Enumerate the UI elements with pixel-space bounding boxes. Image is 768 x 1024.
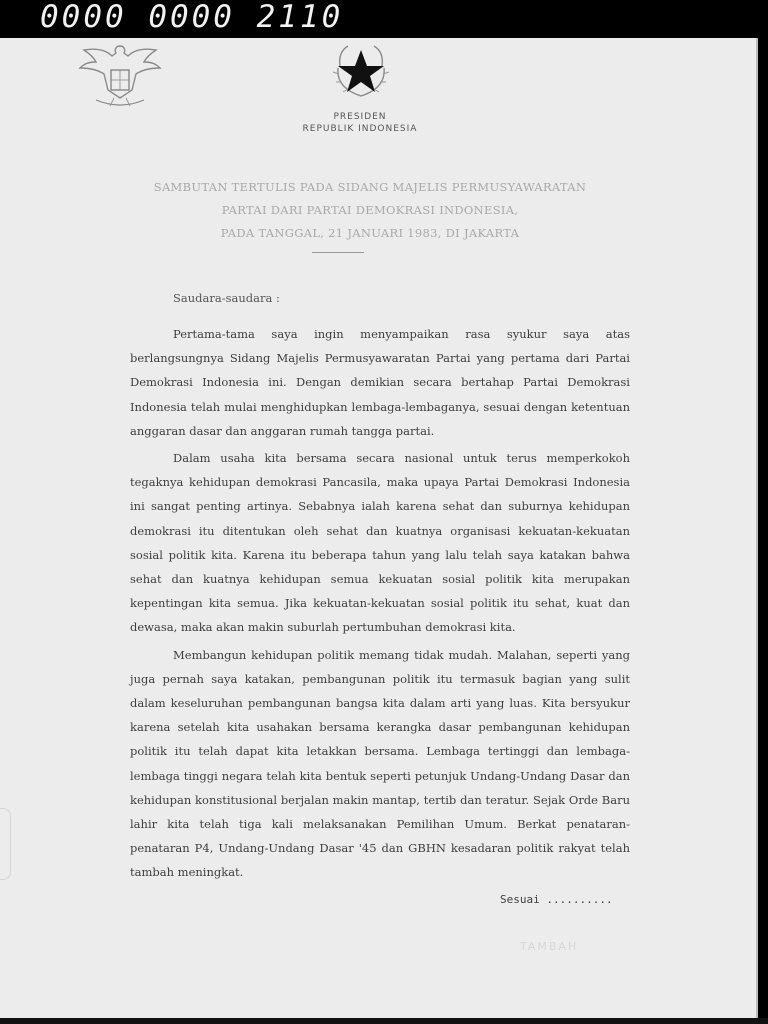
binding-mark [0, 808, 11, 880]
heading-underline [312, 252, 364, 253]
paragraph-1: Pertama-tama saya ingin menyampaikan rasa syukur saya atas berlangsungnya Sidang Majelis Permusyawaratan Partai yang pertama dari Partai Demokrasi Indonesia ini. Dengan demikian secara bertahap Partai Demokrasi Indonesia telah mulai menghidupkan lembaga-lembaganya, sesuai dengan ketentuan anggaran dasar dan anggaran rumah tangga partai. [130, 327, 630, 438]
letterhead-line-republik: REPUBLIK INDONESIA [302, 124, 418, 134]
letterhead-line-presiden: PRESIDEN [333, 112, 387, 122]
heading-line-3: PADA TANGGAL, 21 JANUARI 1983, DI JAKARTA [220, 226, 520, 240]
faded-archive-mark: TAMBAH [520, 940, 579, 953]
presidential-star-seal-icon [318, 38, 404, 102]
document-body [130, 322, 630, 888]
document-page [0, 38, 758, 1018]
film-frame-number: 0000 0000 2110 [40, 0, 344, 35]
paragraph-2: Dalam usaha kita bersama secara nasional untuk terus memperkokoh tegaknya kehidupan demokrasi Pancasila, maka upaya Partai Demokrasi Indonesia ini sangat penting artinya. Sebabnya ialah karena sehat dan suburnya kehidupan demokrasi itu ditentukan oleh sehat dan kuatnya organisasi kekuatan-kekuatan sosial politik kita. Karena itu beberapa tahun yang lalu telah saya katakan bahwa sehat dan kuatnya kehidupan semua kekuatan sosial politik kita merupakan kepentingan kita semua. Jika kekuatan-kekuatan sosial politik itu sehat, kuat dan dewasa, maka akan makin suburlah pertumbuhan demokrasi kita. [130, 451, 630, 635]
garuda-pancasila-emblem-icon [78, 40, 162, 110]
heading-line-2: PARTAI DARI PARTAI DEMOKRASI INDONESIA, [221, 203, 519, 217]
page-continuation: Sesuai .......... [500, 893, 613, 906]
heading-line-1: SAMBUTAN TERTULIS PADA SIDANG MAJELIS PERMUSYAWARATAN [153, 180, 587, 194]
paragraph-3: Membangun kehidupan politik memang tidak mudah. Malahan, seperti yang juga pernah saya katakan, pembangunan politik itu termasuk bagian yang sulit dalam keseluruhan pembangunan bangsa kita dalam arti yang luas. Kita bersyukur karena setelah kita usahakan bersama kerangka dasar pembangunan kehidupan politik itu telah dapat kita letakkan bersama. Lembaga tertinggi dan lembaga-lembaga tinggi negara telah kita bentuk seperti petunjuk Undang-Undang Dasar dan kehidupan konstitusional berjalan makin mantap, tertib dan teratur. Sejak Orde Baru lahir kita telah tiga kali melaksanakan Pemilihan Umum. Berkat penataran-penataran P4, Undang-Undang Dasar '45 dan GBHN kesadaran politik rakyat telah tambah meningkat. [130, 647, 630, 880]
film-bottom-edge [0, 1018, 768, 1024]
letterhead-title [260, 111, 460, 135]
salutation: Saudara-saudara : [173, 291, 280, 305]
document-heading [110, 176, 630, 245]
